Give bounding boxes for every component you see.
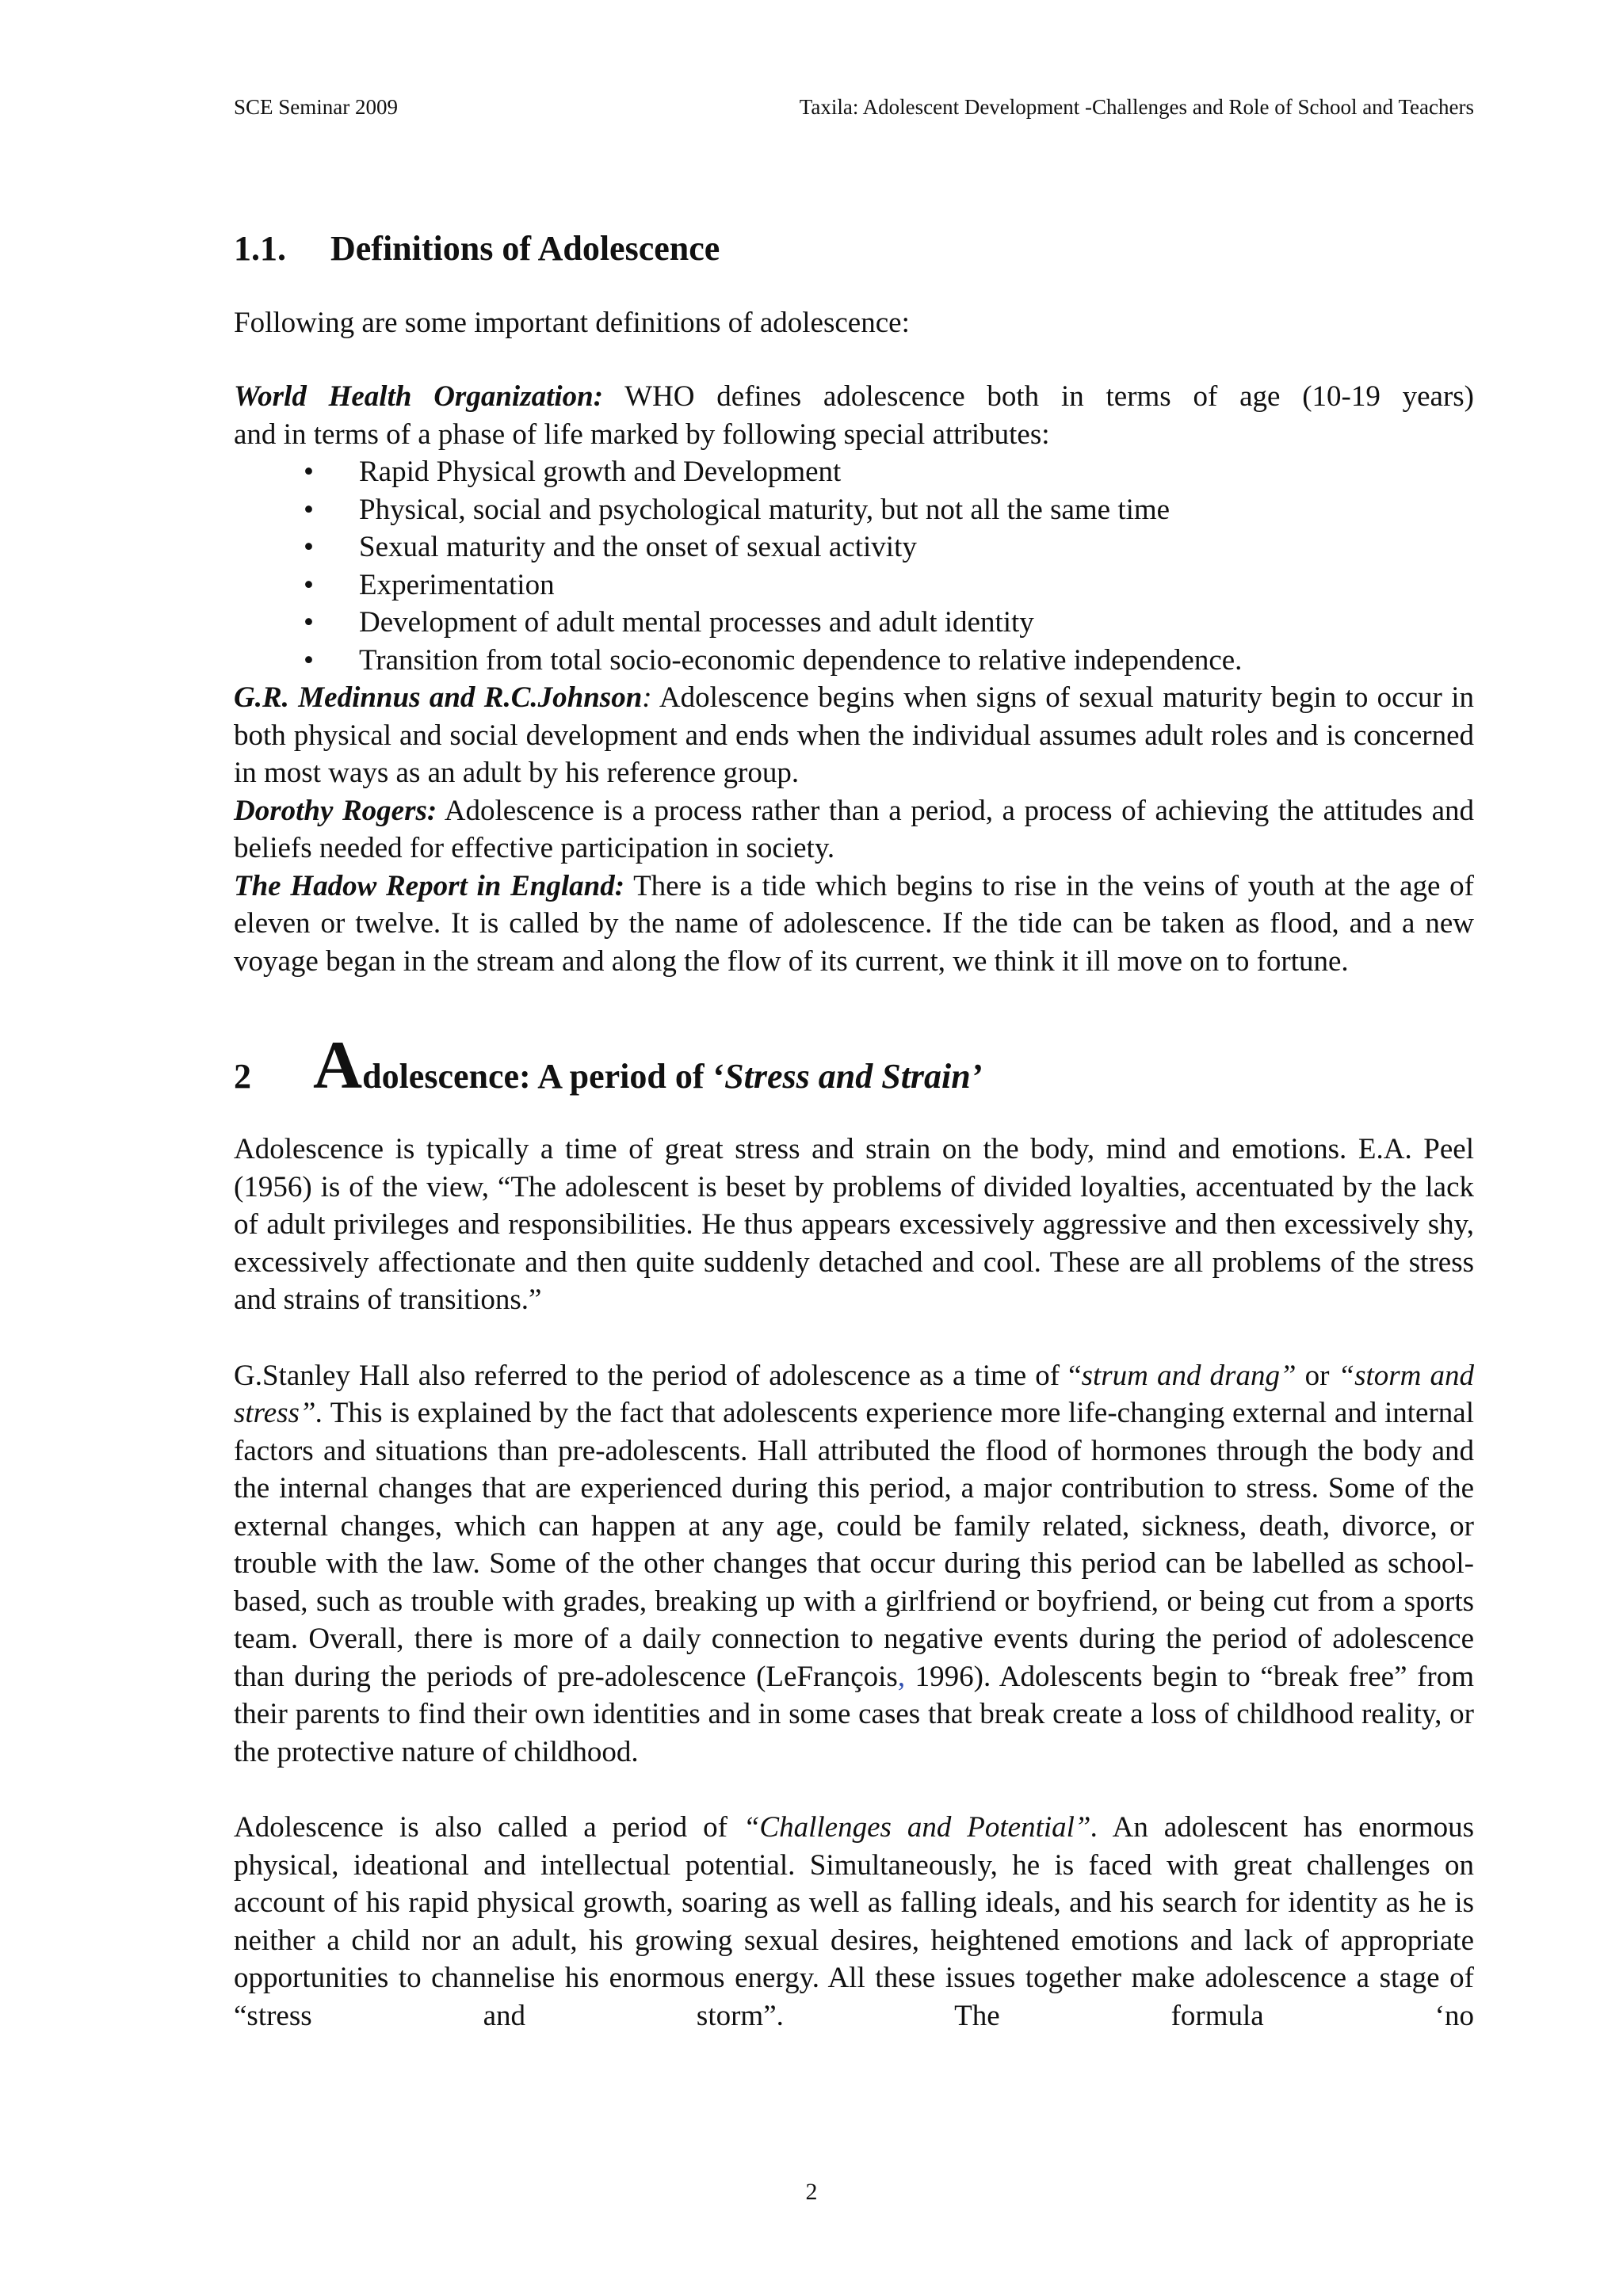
hadow-definition: [234, 868, 1474, 981]
text-run: This is explained by the fact that adolescents experience more life-changing external and internal factors and situations than pre-adolescents. Hall attributed the flood of hormones through the body and the internal changes that are experienced during this period, a major contribution to stress. Some of the external changes, which can happen at any age, could be family related, sickness, death, divorce, or trouble with the law. Some of the other changes that occur during this period can be labelled as school-based, such as trouble with grades, breaking up with a girlfriend or boyfriend, or being cut from a sports team. Overall, there is more of a daily connection to negative events during the period of adolescence than during the periods of pre-adolescence (LeFrançois: [234, 1397, 1474, 1693]
hadow-term: The Hadow Report in England:: [234, 869, 625, 902]
header-right: Taxila: Adolescent Development -Challenges and Role of School and Teachers: [799, 95, 1474, 119]
rogers-definition: [234, 792, 1474, 868]
rogers-text: Adolescence is a process rather than a period, a process of achieving the attitudes and beliefs needed for effective participation in society.: [234, 794, 1474, 864]
section-number: 1.1.: [234, 229, 286, 268]
stress-paragraph-1: Adolescence is typically a time of great stress and strain on the body, mind and emotions. E.A. Peel (1956) is of the view, “The adolescent is beset by problems of divided loyalties, accentuated by the lack of adult privileges and responsibilities. He thus appears excessively aggressive and then excessively shy, excessively affectionate and then quite suddenly detached and cool. These are all problems of the stress and strains of transitions.”: [234, 1133, 1474, 1316]
who-text-line1: WHO defines adolescence both in terms of age (10-19 years): [603, 380, 1474, 413]
page-number: 2: [805, 2179, 818, 2205]
text-run: G.Stanley Hall also referred to the period of adolescence as a time of “: [234, 1359, 1082, 1392]
section-title: Definitions of Adolescence: [330, 229, 720, 268]
list-item: • Experimentation: [304, 566, 1474, 605]
page-header: [234, 95, 1474, 120]
section-1-1-heading: [234, 230, 1474, 268]
medinnus-definition: [234, 679, 1474, 792]
blue-comma: ,: [897, 1660, 906, 1693]
spacer: [234, 341, 1474, 378]
spacer: [234, 1319, 1474, 1357]
page-content: [234, 230, 1474, 2035]
text-run: 1996). Adolescents begin to “break free” from their parents to find their own identities and in some cases that break create a loss of childhood reality, or the protective nature of childhood.: [234, 1660, 1475, 1768]
text-run: An adolescent has enormous physical, ideational and intellectual potential. Simultaneously, he is faced with great challenges on account of his rapid physical growth, soaring as well as falling ideals, and his search for identity as he is neither a child nor an adult, his growing sexual desires, heightened emotions and lack of appropriate opportunities to channelise his enormous energy. All these issues together make adolescence a stage of “stress and storm”. The formula ‘no: [234, 1811, 1475, 2032]
medinnus-term: G.R. Medinnus and R.C.Johnson: [234, 681, 643, 714]
who-definition-line1: [234, 378, 1474, 416]
who-attributes-list: [234, 453, 1474, 679]
section-number: 2: [234, 1057, 251, 1096]
title-drop-initial: A: [313, 1027, 363, 1103]
list-item: • Rapid Physical growth and Development: [304, 453, 1474, 491]
spacer: [234, 1771, 1474, 1809]
italic-run: strum and drang”: [1081, 1359, 1296, 1392]
rogers-term: Dorothy Rogers:: [234, 794, 437, 827]
header-left: SCE Seminar 2009: [234, 95, 398, 119]
title-italic: Stress and Strain’: [724, 1057, 983, 1096]
list-item: • Sexual maturity and the onset of sexual activity: [304, 528, 1474, 566]
intro-paragraph: Following are some important definitions of adolescence:: [234, 306, 910, 339]
italic-run: “Challenges and Potential”.: [743, 1811, 1098, 1844]
text-run: Adolescence is also called a period of: [234, 1811, 743, 1844]
list-item: • Development of adult mental processes and adult identity: [304, 604, 1474, 642]
medinnus-colon: :: [642, 681, 652, 714]
who-term: World Health Organization:: [234, 380, 604, 413]
list-item: • Transition from total socio-economic dependence to relative independence.: [304, 642, 1474, 680]
section-2-heading: [234, 1027, 1474, 1103]
medinnus-text: Adolescence begins when signs of sexual maturity begin to occur in both physical and social development and ends when the individual assumes adult roles and is concerned in most ways as an adult by his reference group.: [234, 681, 1474, 789]
italic-run: “storm and stress”.: [234, 1359, 1474, 1429]
hadow-text: There is a tide which begins to rise in the veins of youth at the age of eleven or twelve. It is called by the name of adolescence. If the tide can be taken as flood, and a new voyage began in the stream and along the flow of its current, we think it ill move on to fortune.: [234, 869, 1474, 978]
text-run: or: [1296, 1359, 1338, 1392]
stress-paragraph-2: [234, 1357, 1474, 1772]
title-rest: dolescence: A period of ‘: [362, 1057, 725, 1096]
who-definition-rest: and in terms of a phase of life marked by following special attributes:: [234, 418, 1050, 451]
spacer: [234, 268, 1474, 304]
list-item: • Physical, social and psychological maturity, but not all the same time: [304, 491, 1474, 529]
section-title: [313, 1027, 983, 1103]
stress-paragraph-3: [234, 1809, 1474, 2035]
